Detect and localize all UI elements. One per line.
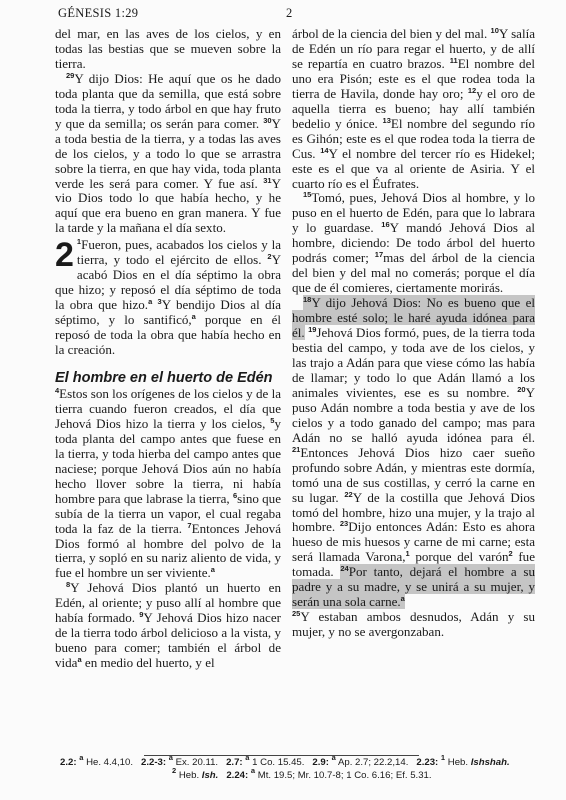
right-column: [292, 27, 535, 640]
verse-2-18: $^{18}$Y dijo Jehová Dios: No es bueno que el hombre esté solo; le haré ayuda idónea para él. $^{19}$Jehová Dios formó, pues, de la tierra toda bestia del campo, y toda ave de los cielos, y las trajo a Adán para que viese cómo las había de llamar; y todo lo que Adán llamó a los animales vivientes, ese es su nombre. $^{20}$Y puso Adán nombre a toda bestia y ave de los cielos y a todo ganado del campo; mas para Adán no se halló ayuda idónea para él. $^{21}$Entonces Jehová Dios hizo caer sueño profundo sobre Adán, y mientras este dormía, tomó una de sus costillas, y cerró la carne en su lugar. $^{22}$Y de la costilla que Jehová Dios tomó del hombre, hizo una mujer, y la trajo al hombre. $^{23}$Dijo entonces Adán: Esto es ahora hueso de mis huesos y carne de mi carne; esta será llamada Varona,$^1$ porque del varón$^2$ fue tomada. $^{24}$Por tanto, dejará el hombre a su padre y a su madre, y se unirá a su mujer, y serán una sola carne.$^a$: [292, 295, 536, 610]
verse-1-29: $^{29}$Y dijo Dios: He aquí que os he dado toda planta que da semilla, que está sobre toda la tierra, y todo árbol en que hay fruto y que da semilla; os serán para comer. $^{30}$Y a toda bestia de la tierra, y a todas las aves de los cielos, y a todo lo que se arrastra sobre la tierra, en que hay vida, toda planta verde les será para comer. Y fue así. $^{31}$Y vio Dios todo lo que había hecho, y he aquí que era bueno en gran manera. Y fue la tarde y la mañana el día sexto.: [55, 70, 282, 236]
verse-2-4: $^4$Estos son los orígenes de los cielos y de la tierra cuando fueron creados, el día que Jehová Dios hizo la tierra y los cielos, $^5$y toda planta del campo antes que fuese en la tierra, y toda hierba del campo antes que naciese; porque Jehová Dios aún no había hecho llover sobre la tierra, ni había hombre para que labrase la tierra, $^6$sino que subía de la tierra un vapor, el cual regaba toda la faz de la tierra. $^7$Entonces Jehová Dios formó al hombre del polvo de la tierra, y sopló en su nariz aliento de vida, y fue el hombre un ser viviente.$^a$: [55, 385, 281, 581]
chapter-number: 2: [55, 236, 74, 275]
highlighted-verse-18[interactable]: $^{18}$Y dijo Jehová Dios: No es bueno que el hombre esté solo; le haré ayuda idónea para él.: [292, 295, 535, 341]
highlighted-verse-24[interactable]: $^{24}$Por tanto, dejará el hombre a su padre y a su madre, y se unirá a su mujer, y serán una sola carne.$^a$: [292, 564, 535, 610]
footnotes: [60, 753, 540, 782]
footnote-divider: [144, 755, 419, 756]
section-heading: El hombre en el huerto de Edén: [55, 369, 273, 386]
page-number: 2: [286, 6, 293, 20]
verse-text: árbol de la ciencia del bien y del mal. $^{10}$Y salía de Edén un río para regar el huerto, y de allí se repartía en cuatro brazos. $^{11}$El nombre del uno era Pisón; este es el que rodea toda la tierra de Havila, donde hay oro; $^{12}$y el oro de aquella tierra es bueno; hay allí también bedelio y ónice. $^{13}$El nombre del segundo río es Gihón; este es el que rodea toda la tierra de Cus. $^{14}$Y el nombre del tercer río es Hidekel; este es el que va al oriente de Asiria. Y el cuarto río es el Éufrates.: [292, 26, 536, 191]
left-column: [55, 27, 281, 671]
footnote-line-2: $^2$ Heb. Ish. 2.24: $^a$ Mt. 19.5; Mr. 10.7-8; 1 Co. 6.16; Ef. 5.31.: [172, 765, 432, 781]
chapter-verse-reference: GÉNESIS 1:29: [58, 6, 139, 20]
verse-2-25: $^{25}$Y estaban ambos desnudos, Adán y su mujer, y no se avergonzaban.: [292, 609, 535, 640]
footnote-line-1: 2.2: $^a$ He. 4.4,10. 2.2-3: $^a$ Ex. 20.11. 2.7: $^a$ 1 Co. 15.45. 2.9: $^a$ Ap. 2.7; 22.2,14. 2.23: $^1$ Heb. Ishshah.: [60, 753, 510, 768]
verse-2-8: $^8$Y Jehová Dios plantó un huerto en Edén, al oriente; y puso allí al hombre que había formado. $^9$Y Jehová Dios hizo nacer de la tierra todo árbol delicioso a la vista, y bueno para comer; también el árbol de vida$^a$ en medio del huerto, y el: [55, 580, 281, 671]
chapter-2-start: 2 $^1$Fueron, pues, acabados los cielos y la tierra, y todo el ejército de ellos. $^2$Y acabó Dios en el día séptimo la obra que hizo; y reposó el día séptimo de toda la obra que hizo.$^a$ $^3$Y bendijo Dios al día séptimo, y lo santificó,$^a$ porque en él reposó de toda la obra que había hecho en la creación.: [55, 236, 282, 358]
running-header: [58, 6, 538, 24]
verse-text: del mar, en las aves de los cielos, y en todas las bestias que se mueven sobre la tierra.: [55, 26, 281, 71]
verse-2-15: $^{15}$Tomó, pues, Jehová Dios al hombre, y lo puso en el huerto de Edén, para que lo labrara y lo guardase. $^{16}$Y mandó Jehová Dios al hombre, diciendo: De todo árbol del huerto podrás comer; $^{17}$mas del árbol de la ciencia del bien y del mal no comerás; porque el día que de él comieres, ciertamente morirás.: [292, 190, 536, 296]
